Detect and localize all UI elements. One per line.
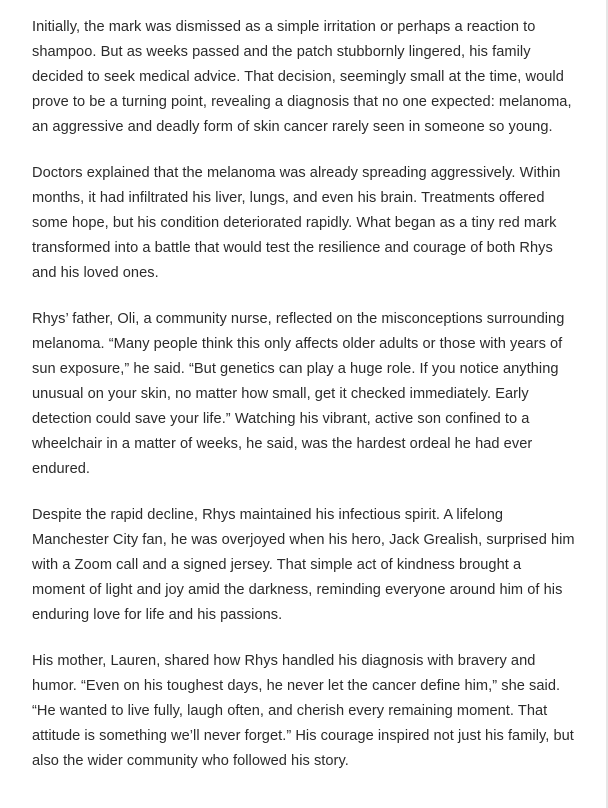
paragraph-father-quote: Rhys’ father, Oli, a community nurse, reflected on the misconceptions surrounding melanoma. “Many people think this only affects older adults or those with years of sun exposure,” he said. “But genetics can play a huge role. If you notice anything unusual on your skin, no matter how small, get it checked immediately. Early detection could save your life.” Watching his vibrant, active son confined to a wheelchair in a matter of weeks, he said, was the hardest ordeal he had ever endured.	[32, 311, 565, 477]
paragraph-spreading: Doctors explained that the melanoma was already spreading aggressively. Within months, it had infiltrated his liver, lungs, and even his brain. Treatments offered some hope, but his condition deteriorated rapidly. What began as a tiny red mark transformed into a battle that would test the resilience and courage of both Rhys and his loved ones.	[32, 165, 561, 281]
paragraph-initial-diagnosis: Initially, the mark was dismissed as a simple irritation or perhaps a reaction to shampoo. But as weeks passed and the patch stubbornly lingered, his family decided to seek medical advice. That decision, seemingly small at the time, would prove to be a turning point, revealing a diagnosis that no one expected: melanoma, an aggressive and deadly form of skin cancer rarely seen in someone so young.	[32, 19, 572, 135]
paragraph-mother-quote: His mother, Lauren, shared how Rhys handled his diagnosis with bravery and humor. “Even on his toughest days, he never let the cancer define him,” she said. “He wanted to live fully, laugh often, and cherish every remaining moment. That attitude is something we’ll never forget.” His courage inspired not just his family, but also the wider community who followed his story.	[32, 653, 574, 769]
paragraph-grealish-call: Despite the rapid decline, Rhys maintained his infectious spirit. A lifelong Manchester City fan, he was overjoyed when his hero, Jack Grealish, surprised him with a Zoom call and a signed jersey. That simple act of kindness brought a moment of light and joy amid the darkness, reminding everyone around him of his enduring love for life and his passions.	[32, 507, 575, 623]
article-body	[32, 15, 578, 795]
